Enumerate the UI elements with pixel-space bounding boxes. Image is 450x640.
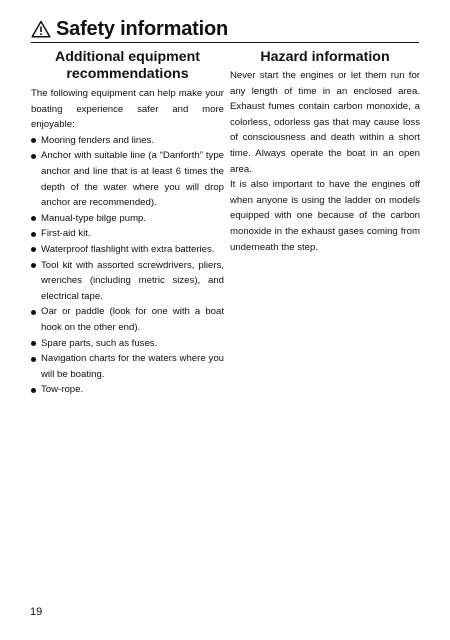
equipment-list: [31, 133, 224, 398]
list-item: Anchor with suitable line (a “Danforth” type anchor and line that is at least 6 times the depth of the water where you will drop anchor are recommended).: [31, 148, 224, 210]
bullet-icon: [31, 357, 36, 362]
section-title: Safety information: [56, 17, 228, 40]
list-item: Waterproof flashlight with extra batteries.: [31, 242, 224, 258]
list-item: Spare parts, such as fuses.: [31, 336, 224, 352]
hazard-paragraph: It is also important to have the engines off when anyone is using the ladder on models equipped with one because of the carbon monoxide in the exhaust gases coming from underneath the step.: [230, 179, 420, 253]
hazard-paragraph: Never start the engines or let them run for any length of time in an enclosed area. Exhaust fumes contain carbon monoxide, a colorless, odorless gas that may cause loss of consciousness and death within a short time. Always operate the boat in an open area.: [230, 70, 420, 175]
bullet-icon: [31, 216, 36, 221]
list-item: Mooring fenders and lines.: [31, 133, 224, 149]
list-item: First-aid kit.: [31, 226, 224, 242]
page-number: 19: [30, 606, 43, 618]
hazard-column: [230, 49, 420, 255]
list-item: Manual-type bilge pump.: [31, 211, 224, 227]
equipment-column: [31, 49, 224, 398]
bullet-icon: [31, 138, 36, 143]
bullet-icon: [31, 388, 36, 393]
equipment-intro: The following equipment can help make your boating experience safer and more enjoyable:: [31, 88, 224, 131]
bullet-icon: [31, 247, 36, 252]
bullet-icon: [31, 232, 36, 237]
list-item: Navigation charts for the waters where you will be boating.: [31, 351, 224, 382]
hazard-heading: Hazard information: [260, 49, 390, 65]
list-item: Tow-rope.: [31, 382, 224, 398]
list-item: Oar or paddle (look for one with a boat hook on the other end).: [31, 304, 224, 335]
bullet-icon: [31, 154, 36, 159]
section-header: [31, 16, 419, 43]
warning-triangle-icon: [31, 20, 51, 38]
bullet-icon: [31, 341, 36, 346]
bullet-icon: [31, 310, 36, 315]
bullet-icon: [31, 263, 36, 268]
list-item: Tool kit with assorted screwdrivers, pliers, wrenches (including metric sizes), and electrical tape.: [31, 258, 224, 305]
equipment-heading: Additional equipment recommendations: [54, 49, 201, 82]
